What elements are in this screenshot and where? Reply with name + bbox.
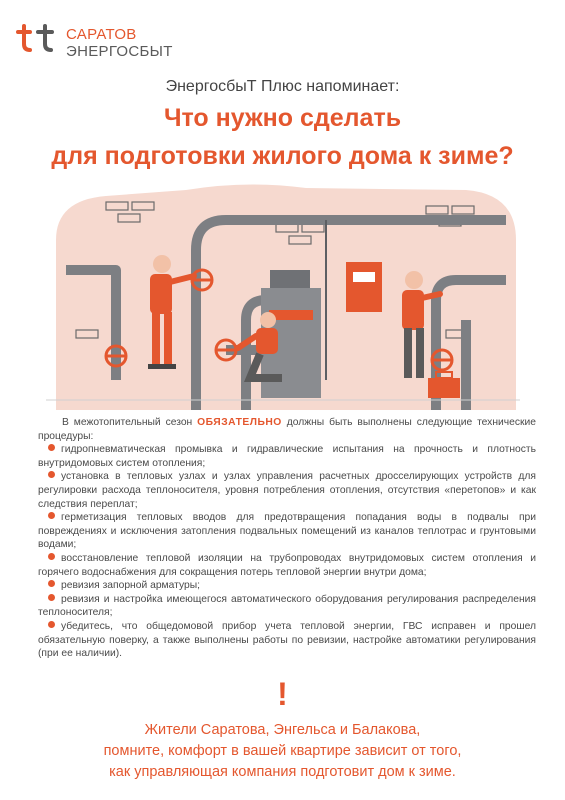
bullet-icon bbox=[48, 594, 55, 601]
page-title-line2: для подготовки жилого дома к зиме? bbox=[51, 142, 514, 170]
bullet-icon bbox=[48, 553, 55, 560]
list-item bbox=[38, 620, 536, 661]
list-item bbox=[38, 552, 536, 579]
footer-line1: Жители Саратова, Энгельса и Балакова, bbox=[144, 722, 421, 738]
workers-boiler-room-illustration bbox=[46, 180, 520, 410]
list-item-text: герметизация тепловых вводов для предотвращения попадания воды в подвалы при повреждениях и исключения затопления подвальных помещений из каналов теплотрас и грунтовыми водами; bbox=[38, 512, 536, 551]
list-item-text: убедитесь, что общедомовой прибор учета тепловой энергии, ГВС исправен и прошел обязательную поверку, а также выполнены работы по ревизии, настройке автоматики регулирования (при ее наличии). bbox=[38, 620, 536, 660]
list-item-text: ревизия запорной арматуры; bbox=[61, 580, 200, 592]
pre-title: ЭнергосбыТ Плюс напоминает: bbox=[165, 78, 400, 95]
bullet-icon bbox=[48, 621, 55, 628]
footer-line3: как управляющая компания подготовит дом к зиме. bbox=[109, 764, 456, 780]
logo-line2: ЭНЕРГОСБЫТ bbox=[66, 43, 173, 60]
logo-line1: САРАТОВ bbox=[66, 26, 137, 43]
list-item bbox=[38, 443, 536, 470]
list-item-text: установка в тепловых узлах и узлах управления расчетных дросселирующих устройств для регулировки расхода теплоносителя, уровня потребления отопления, отсутствия «перетопов» и как следствия переплат; bbox=[38, 471, 536, 510]
list-item bbox=[38, 593, 536, 620]
list-item-text: восстановление тепловой изоляции на трубопроводах внутридомовых систем отопления и горячего водоснабжения для сокращения потерь тепловой энергии внутри дома; bbox=[38, 552, 536, 578]
exclamation-mark: ! bbox=[277, 676, 288, 712]
intro-after: должны быть выполнены следующие технические процедуры: bbox=[38, 417, 536, 442]
footer-line2: помните, комфорт в вашей квартире зависит от того, bbox=[103, 743, 462, 759]
list-item-text: гидропневматическая промывка и гидравлические испытания на прочность и плотность внутридомовых систем отопления; bbox=[38, 444, 536, 469]
intro-before: В межотопительный сезон bbox=[62, 417, 193, 428]
list-item-text: ревизия и настройка имеющегося автоматического оборудования регулирования распределения теплоносителя; bbox=[38, 593, 536, 619]
intro-paragraph bbox=[38, 416, 536, 443]
company-logo-icon bbox=[16, 24, 56, 56]
bullet-icon bbox=[48, 444, 55, 451]
bullet-icon bbox=[48, 580, 55, 587]
bullet-icon bbox=[48, 512, 55, 519]
bullet-icon bbox=[48, 471, 55, 478]
list-item bbox=[38, 579, 536, 593]
list-item bbox=[38, 470, 536, 511]
intro-strong: ОБЯЗАТЕЛЬНО bbox=[197, 417, 282, 428]
list-item bbox=[38, 511, 536, 552]
page-title-line1: Что нужно сделать bbox=[163, 104, 402, 132]
company-logo bbox=[16, 22, 196, 66]
procedures-text bbox=[38, 416, 536, 661]
